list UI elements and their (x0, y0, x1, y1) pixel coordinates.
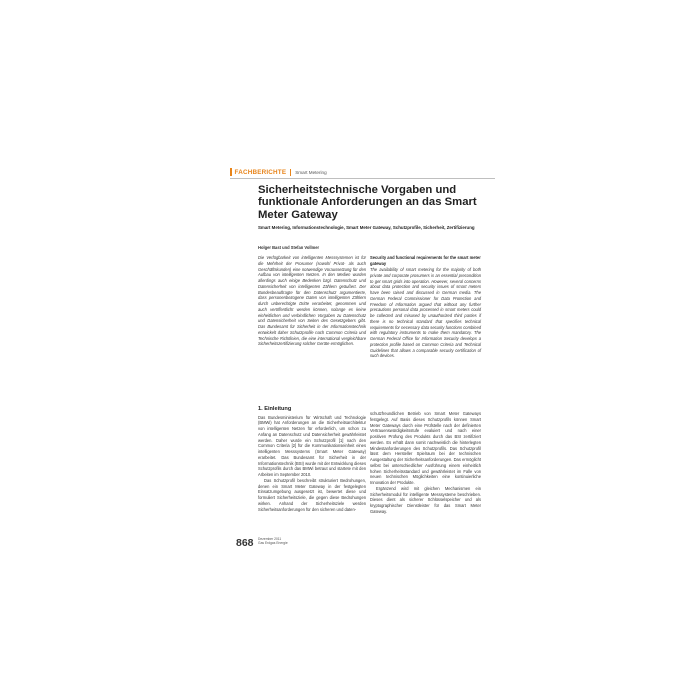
abstract-english-text: The availability of smart metering for the majority of both private and corporate prosumers is an essential precondition to get smart grids into operation. However, several concerns about data protection and security issues of smart meters have been raised and discussed in German media. The German Federal Commissioner for Data Protection and Freedom of Information argued that without any further precautions personal data processed in smart meters could be collected and misused by unauthorized third parties if there is no technical standard that specifies technical requirements for necessary data security functions combined with regulatory instruments to make them mandatory. The German Federal Office for Information Security develops a protection profile based on Common Criteria and Technical Guidelines that allows a comparable security certification of such devices. (370, 267, 481, 359)
header-accent-bar (230, 168, 232, 176)
abstract-english-title: Security and functional requirements for the smart meter gateway (370, 255, 481, 266)
section-heading: 1. Einleitung (258, 406, 292, 412)
body-column-left (258, 406, 366, 512)
body-paragraph: Das Bundesministerium für Wirtschaft und Technologie (BMWi) hat Anforderungen an die Sicherheitsarchitektur von intelligenten Netzen für erforderlich, um schon zu Anfang an Datenschutz und Datensicherheit gewährleistet werden. Daher wurde ein Schutzprofil [1] nach den Common Criteria [2] für die Kommunikationseinheit eines intelligenten Messsystems (Smart Meter Gateway) erarbeitet. Das Bundesamt für Sicherheit in der Informationstechnik (BSI) wurde mit der Entwicklung dieses Schutzprofils durch das BMWi betraut und startete mit den Arbeiten im September 2010. (258, 414, 366, 477)
abstract-english (370, 255, 481, 359)
body-paragraph: schutzfreundlichen Betrieb von Smart Meter Gateways festgelegt. Auf Basis dieses Schutzprofils können Smart Meter Gateways durch eine Prüfstelle nach der definierten Vertrauenswürdigkeitsstufe evaluiert und nach einer positiven Prüfung des Produkts durch das BSI zertifiziert werden. Es erhält dann somit nachweislich die hinterlegten Mindestanforderungen des Schutzprofils. Das Schutzprofil lässt dem Hersteller Spielraum bei der technischen Ausgestaltung der Sicherheitsanforderungen. Das ermöglicht selbst bei unterschiedlicher Ausführung einem einheitlich hohen Sicherheitsstandard und gewährleistet im Falle von neuen technischen Möglichkeiten eine kontinuierliche Innovation der Produkte. (370, 411, 481, 485)
article-title: Sicherheitstechnische Vorgaben und funktionale Anforderungen an das Smart Meter Gateway (258, 184, 477, 221)
section-header (230, 166, 495, 179)
article-keywords: Smart Metering, Informationstechnologie, Smart Meter Gateway, Schutzprofile, Sicherheit, Zertifizierung (258, 225, 475, 230)
header-subsection-label: Smart Metering (295, 169, 327, 175)
journal-name: Gas Erdgas Energie (258, 541, 288, 546)
article-authors: Holger Bast und Stefan Vollmer (258, 245, 320, 250)
page-number: 868 (236, 537, 254, 549)
journal-date: Dezember 2011 (258, 537, 282, 541)
abstract-german: Die Verfügbarkeit von intelligenten Messsystemen ist für die Mehrheit der Prosumer (sowohl Privat- als auch Geschäftskunden) eine notwendige Voraussetzung für den Aufbau von intelligenten Netzen. In den Medien wurden allerdings auch einige Bedenken bzgl. Datenschutz und Datensicherheit von intelligenten Zählern geäußert. Der Bundesbeauftragte für den Datenschutz argumentierte, dass personenbezogene Daten von intelligenten Zählern durch unberechtigte Dritte verarbeitet, genommen und auch veröffentlicht werden können, solange es keine einheitlichen und verbindlichen Vorgaben zu Datenschutz und Datensicherheit von Seiten des Gesetzgebers gibt. Das Bundesamt für Sicherheit in der Informationstechnik entwickelt daher Schutzprofile nach Common Criteria und Technische Richtlinien, die eine international vergleichbare Sicherheitszertifizierung solcher Geräte ermöglichen. (258, 255, 366, 347)
body-column-right (370, 411, 481, 515)
body-paragraph: Ergänzend wird mit gleichen Mechanismen ein Sicherheitsmodul für intelligente Messsysteme beschrieben. Dieses dient als sicherer Schlüsselspeicher und als kryptographischer Dienstleister für das Smart Meter Gateway. (370, 485, 481, 514)
document-page (230, 160, 495, 580)
body-paragraph: Das Schutzprofil beschreibt strukturiert Bedrohungen, denen ein Smart Meter Gateway in der festgelegten Einsatzumgebung ausgesetzt ist, bewertet diese und formuliert Sicherheitsziele, die gegen diese Bedrohungen wirken. Anhand der Sicherheitsziele werden Sicherheitsanforderungen für den sicheren und daten- (258, 477, 366, 512)
header-section-label: FACHBERICHTE (234, 168, 287, 176)
header-separator (290, 169, 291, 176)
journal-info (258, 537, 288, 545)
